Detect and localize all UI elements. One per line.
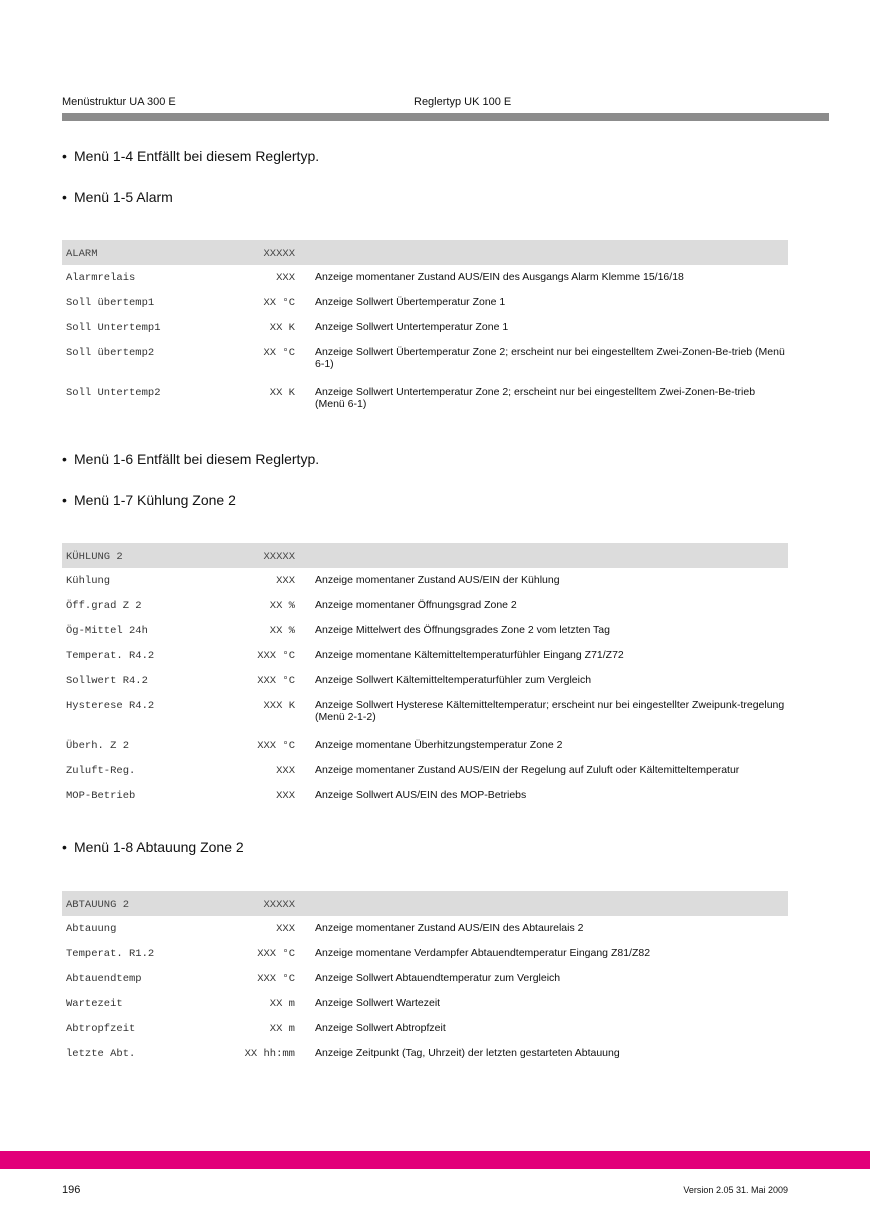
bullet-icon: • [62,148,67,164]
row-description: Anzeige momentaner Zustand AUS/EIN des Abtaurelais 2 [315,922,584,934]
section-menu-1-5 [62,189,173,205]
header-center-title: Reglertyp UK 100 E [414,96,512,108]
row-description: Anzeige momentane Überhitzungstemperatur Zone 2 [315,739,563,751]
row-value: XX % [269,600,295,612]
table-row [62,380,788,420]
row-description: Anzeige momentaner Zustand AUS/EIN der Kühlung [315,574,560,586]
row-description: Anzeige momentaner Zustand AUS/EIN des Ausgangs Alarm Klemme 15/16/18 [315,271,684,283]
row-value: XX m [269,998,295,1010]
table-header [62,891,788,916]
row-description: Anzeige Zeitpunkt (Tag, Uhrzeit) der letzten gestarteten Abtauung [315,1047,620,1059]
row-value: XXX °C [257,675,295,687]
table-row [62,315,788,340]
row-name: Wartezeit [66,998,123,1010]
row-description: Anzeige Sollwert Abtauendtemperatur zum Vergleich [315,972,561,984]
table-row [62,618,788,643]
section-menu-1-7 [62,492,236,508]
row-value: XX K [269,322,295,334]
table-row [62,568,788,593]
section-menu-1-8 [62,839,244,855]
row-description: Anzeige momentane Verdampfer Abtauendtemperatur Eingang Z81/Z82 [315,947,651,959]
alarm-table [62,240,788,420]
table-row [62,593,788,618]
kuehlung-table [62,543,788,808]
table-row [62,290,788,315]
row-name: Abtauung [66,923,117,935]
table-row [62,941,788,966]
row-description: Anzeige Sollwert Untertemperatur Zone 2; erscheint nur bei eingestelltem Zwei-Zonen-Be-trieb (Menü 6-1) [315,386,756,410]
row-description: Anzeige Sollwert Übertemperatur Zone 1 [315,296,506,308]
row-name: Überh. Z 2 [66,740,130,752]
table-row [62,991,788,1016]
row-description: Anzeige momentaner Öffnungsgrad Zone 2 [315,599,517,611]
row-description: Anzeige Sollwert Wartezeit [315,997,441,1009]
row-value: XXX °C [257,948,295,960]
row-description: Anzeige momentane Kältemitteltemperaturfühler Eingang Z71/Z72 [315,649,624,661]
row-name: Soll übertemp1 [66,297,155,309]
header-left-title: Menüstruktur UA 300 E [62,96,176,108]
row-name: Abtauendtemp [66,973,142,985]
row-value: XXX °C [257,740,295,752]
table-row [62,1041,788,1066]
table-row [62,693,788,733]
table-row [62,966,788,991]
section-text: Menü 1-5 Alarm [74,189,173,205]
bullet-icon: • [62,189,67,205]
table-header-name: ABTAUUNG 2 [66,899,130,911]
row-name: Hysterese R4.2 [66,700,155,712]
row-description: Anzeige Sollwert Übertemperatur Zone 2; erscheint nur bei eingestelltem Zwei-Zonen-Be-trieb (Menü 6-1) [315,346,785,370]
row-value: XXX [276,272,295,284]
row-name: Zuluft-Reg. [66,765,136,777]
row-value: XXX [276,923,295,935]
row-name: Abtropfzeit [66,1023,136,1035]
row-description: Anzeige momentaner Zustand AUS/EIN der Regelung auf Zuluft oder Kältemitteltemperatur [315,764,740,776]
row-name: Soll Untertemp1 [66,322,161,334]
row-name: Alarmrelais [66,272,136,284]
header-divider [62,113,829,121]
row-name: Temperat. R1.2 [66,948,155,960]
row-value: XX °C [263,347,295,359]
row-name: Kühlung [66,575,111,587]
table-row [62,733,788,758]
row-description: Anzeige Mittelwert des Öffnungsgrades Zone 2 vom letzten Tag [315,624,610,636]
row-value: XXX °C [257,650,295,662]
page-number: 196 [62,1184,81,1196]
row-value: XXX K [263,700,295,712]
table-header-value: XXXXX [263,551,295,563]
row-description: Anzeige Sollwert Kältemitteltemperaturfühler zum Vergleich [315,674,592,686]
row-value: XX °C [263,297,295,309]
row-description: Anzeige Sollwert AUS/EIN des MOP-Betriebs [315,789,527,801]
version-label: Version 2.05 31. Mai 2009 [683,1185,788,1195]
table-row [62,643,788,668]
row-description: Anzeige Sollwert Hysterese Kältemitteltemperatur; erscheint nur bei eingestellter Zweipunk-tregelung (Menü 2-1-2) [315,699,785,723]
row-name: letzte Abt. [66,1048,136,1060]
row-name: Ög-Mittel 24h [66,625,148,637]
table-row [62,758,788,783]
bullet-icon: • [62,451,67,467]
section-menu-1-6 [62,451,319,467]
abtauung-table [62,891,788,1066]
table-row [62,265,788,290]
table-header-value: XXXXX [263,899,295,911]
table-header-name: KÜHLUNG 2 [66,551,123,563]
row-description: Anzeige Sollwert Untertemperatur Zone 1 [315,321,509,333]
row-name: Temperat. R4.2 [66,650,155,662]
table-row [62,1016,788,1041]
row-value: XXX °C [257,973,295,985]
table-row [62,783,788,808]
table-row [62,340,788,380]
bullet-icon: • [62,839,67,855]
row-name: Sollwert R4.2 [66,675,148,687]
section-text: Menü 1-8 Abtauung Zone 2 [74,839,244,855]
row-value: XX % [269,625,295,637]
row-value: XX K [269,387,295,399]
table-row [62,668,788,693]
section-menu-1-4 [62,148,319,164]
table-header [62,543,788,568]
row-name: MOP-Betrieb [66,790,136,802]
table-header [62,240,788,265]
table-header-value: XXXXX [263,248,295,260]
table-row [62,916,788,941]
table-header-name: ALARM [66,248,98,260]
row-name: Öff.grad Z 2 [66,600,142,612]
footer-accent-bar [0,1151,870,1169]
row-name: Soll übertemp2 [66,347,155,359]
section-text: Menü 1-6 Entfällt bei diesem Reglertyp. [74,451,320,467]
row-value: XXX [276,575,295,587]
row-name: Soll Untertemp2 [66,387,161,399]
section-text: Menü 1-4 Entfällt bei diesem Reglertyp. [74,148,320,164]
row-value: XX m [269,1023,295,1035]
bullet-icon: • [62,492,67,508]
row-value: XXX [276,790,295,802]
row-description: Anzeige Sollwert Abtropfzeit [315,1022,446,1034]
row-value: XXX [276,765,295,777]
row-value: XX hh:mm [244,1048,295,1060]
section-text: Menü 1-7 Kühlung Zone 2 [74,492,236,508]
